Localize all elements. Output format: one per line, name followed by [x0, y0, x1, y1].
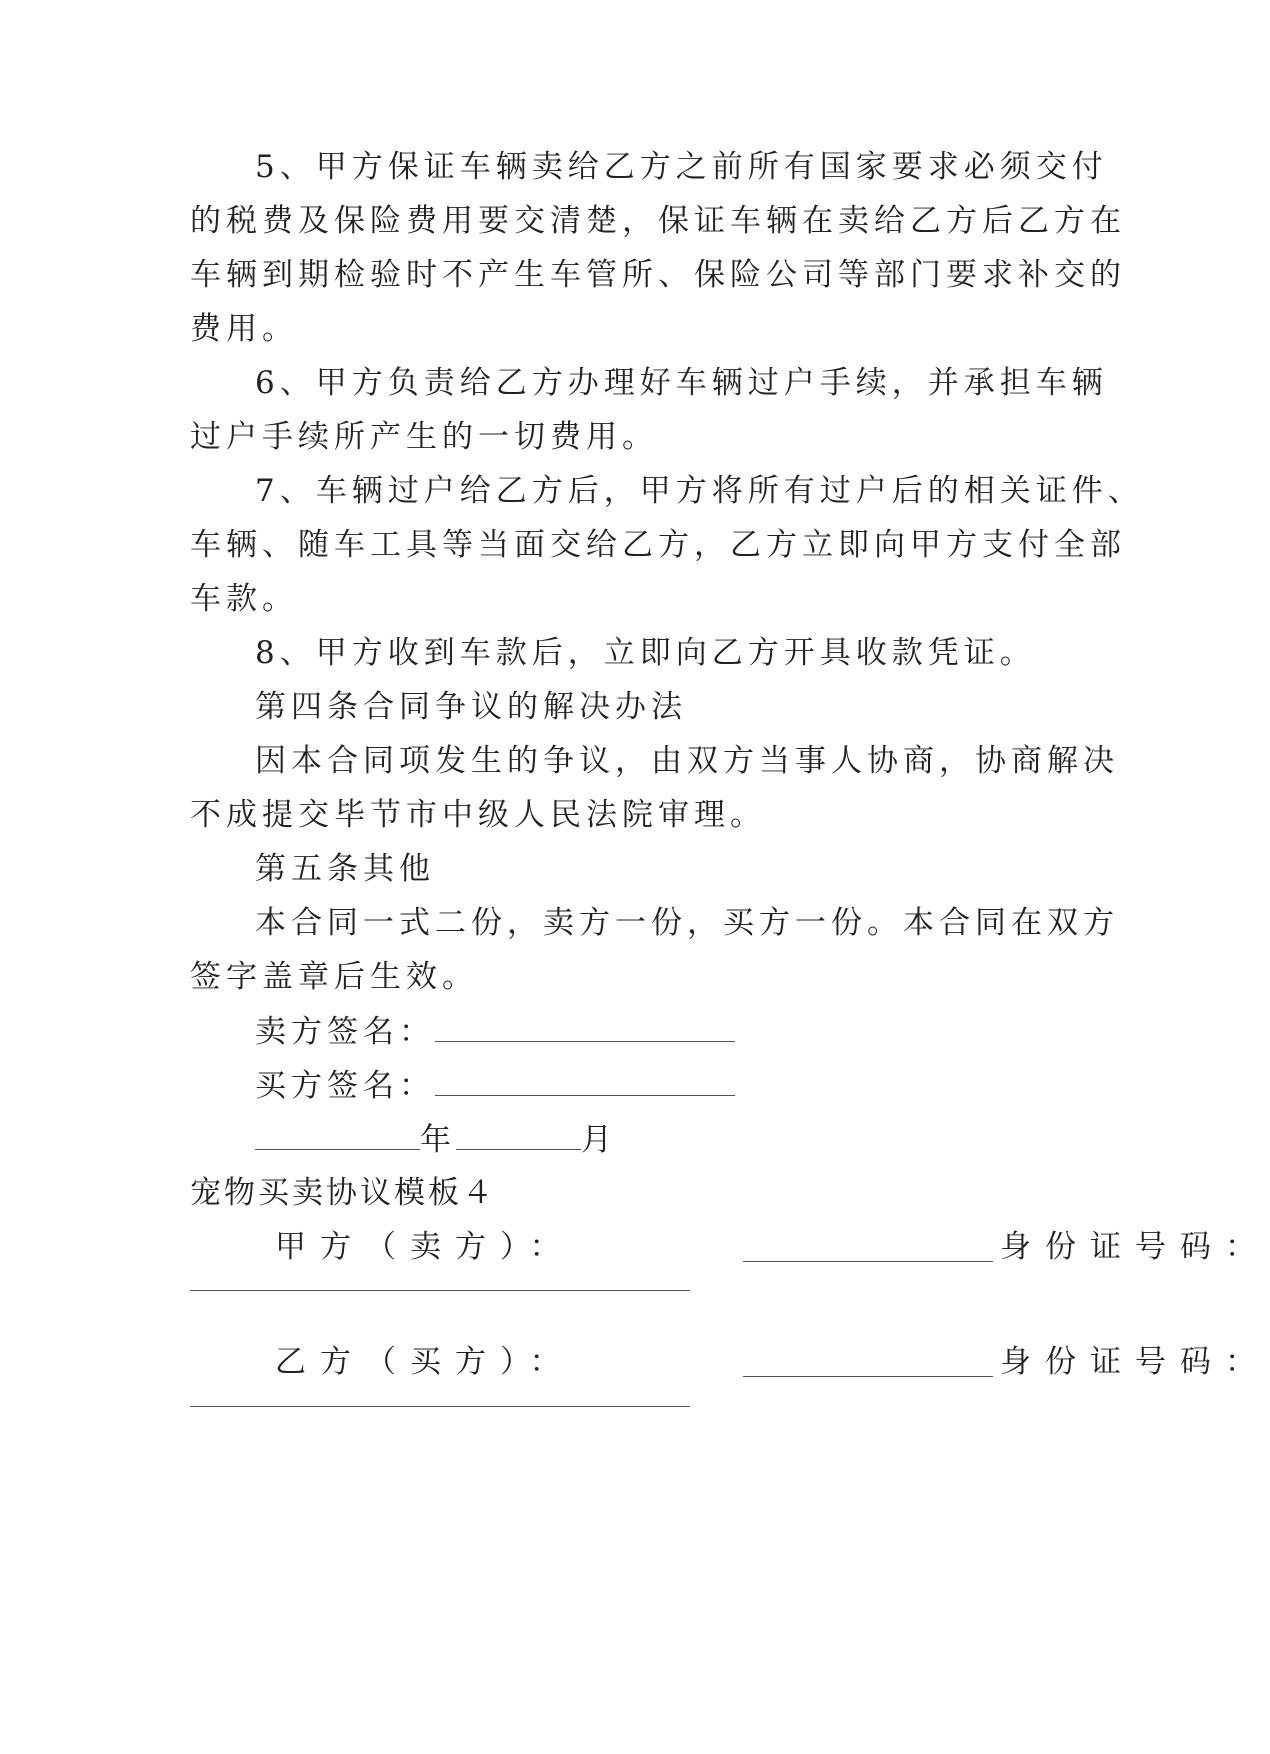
seller-signature-row [255, 1011, 1135, 1052]
date-row [255, 1119, 1135, 1160]
article-4-line-1: 因本合同项发生的争议，由双方当事人协商，协商解决 [255, 743, 1119, 779]
clause-5-line-3: 车辆到期检验时不产生车管所、保险公司等部门要求补交的 [190, 257, 1126, 293]
article-5-heading: 第五条其他 [255, 851, 435, 887]
party-a-id-label: 身份证号码： [1000, 1229, 1270, 1265]
article-4-heading: 第四条合同争议的解决办法 [255, 689, 687, 725]
clause-5-line-1: 5、甲方保证车辆卖给乙方之前所有国家要求必须交付 [255, 149, 1108, 185]
article-4-line-2: 不成提交毕节市中级人民法院审理。 [190, 797, 766, 833]
party-b-id-label: 身份证号码： [1000, 1344, 1270, 1380]
month-blank[interactable] [456, 1119, 581, 1150]
clause-5-line-2: 的税费及保险费用要交清楚，保证车辆在卖给乙方后乙方在 [190, 203, 1126, 239]
party-b-label: 乙方（买方）： [275, 1344, 575, 1380]
buyer-signature-label: 买方签名： [255, 1068, 435, 1104]
party-b-id-blank[interactable] [190, 1406, 690, 1407]
buyer-signature-blank[interactable] [435, 1065, 735, 1096]
article-5-line-2: 签字盖章后生效。 [190, 959, 478, 995]
clause-6-line-1: 6、甲方负责给乙方办理好车辆过户手续，并承担车辆 [255, 365, 1108, 401]
party-a-name-blank[interactable] [743, 1227, 993, 1262]
buyer-signature-row [255, 1065, 1135, 1106]
month-label: 月 [581, 1122, 617, 1158]
clause-8-line-1: 8、甲方收到车款后，立即向乙方开具收款凭证。 [255, 635, 1036, 671]
party-b-name-blank[interactable] [743, 1342, 993, 1377]
clause-5-line-4: 费用。 [190, 311, 298, 347]
clause-7-line-2: 车辆、随车工具等当面交给乙方，乙方立即向甲方支付全部 [190, 527, 1126, 563]
seller-signature-blank[interactable] [435, 1011, 735, 1042]
party-a-label: 甲方（卖方）： [275, 1229, 575, 1265]
clause-6-line-2: 过户手续所产生的一切费用。 [190, 419, 658, 455]
clause-7-line-1: 7、车辆过户给乙方后，甲方将所有过户后的相关证件、 [255, 473, 1144, 509]
year-blank[interactable] [255, 1119, 420, 1150]
clause-7-line-3: 车款。 [190, 581, 298, 617]
year-label: 年 [420, 1122, 456, 1158]
article-5-line-1: 本合同一式二份，卖方一份，买方一份。本合同在双方 [255, 905, 1119, 941]
party-a-id-blank[interactable] [190, 1290, 690, 1291]
template-4-title: 宠物买卖协议模板４ [190, 1175, 496, 1211]
seller-signature-label: 卖方签名： [255, 1014, 435, 1050]
